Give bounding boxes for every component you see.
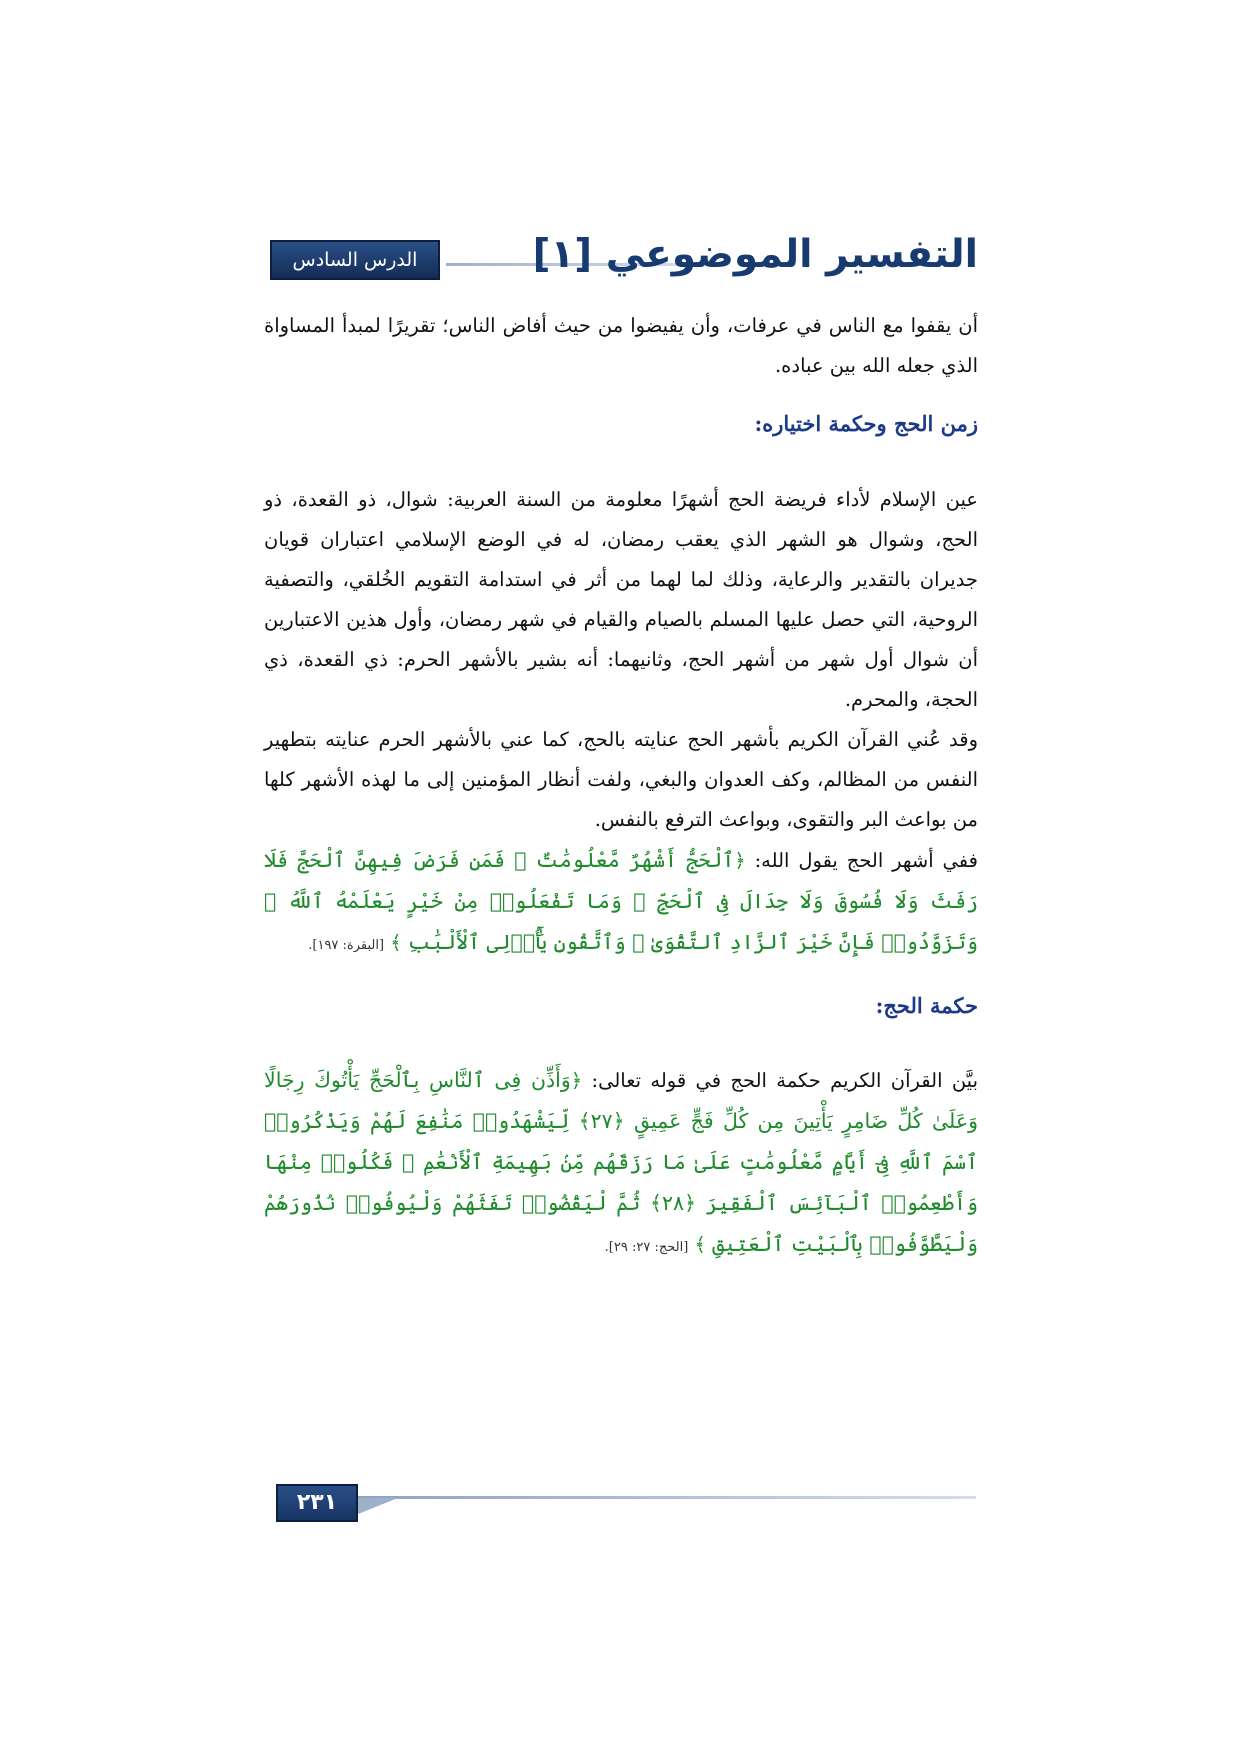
verse-lead-text: ففي أشهر الحج يقول الله: <box>754 849 978 872</box>
footer-wedge <box>358 1498 398 1514</box>
verse-block-hajj <box>264 1060 978 1268</box>
lesson-label-badge: الدرس السادس عشر <box>270 240 440 280</box>
verse-block-baqarah <box>264 840 978 966</box>
verse-reference-hajj: [الحج: ٢٧: ٢٩]. <box>604 1240 689 1255</box>
section-heading-time-of-hajj: زمن الحج وحكمة اختياره: <box>754 411 978 436</box>
paragraph-hajj-months: عين الإسلام لأداء فريضة الحج أشهرًا معلومة من السنة العربية: شوال، ذو القعدة، ذو الحج، وشوال هو الشهر الذي يعقب رمضان، له في الوضع الإسلامي اعتباران قويان جديران بالتقدير والرعاية، وذلك لما لهما من أثر في استدامة التقويم الخُلقي، والتصفية الروحية، التي حصل عليها المسلم بالصيام والقيام في شهر رمضان، وأول هذين الاعتبارين أن شوال أول شهر من أشهر الحج، وثانيهما: أنه بشير بالأشهر الحرم: ذي القعدة، ذي الحجة، والمحرم. <box>264 488 978 711</box>
series-title: التفسير الموضوعي [١] <box>532 232 978 277</box>
verse-reference-baqarah: [البقرة: ١٩٧]. <box>308 938 385 953</box>
quran-verse-baqarah: ٱلْحَجُّ أَشْهُرٌ مَّعْلُومَٰتٌ ۚ فَمَن فَرَضَ فِيهِنَّ ٱلْحَجَّ فَلَا رَفَثَ وَلَا فُسُوقَ وَلَا جِدَالَ فِى ٱلْحَجِّ ۗ وَمَا تَفْعَلُوا۟ مِنْ خَيْرٍ يَعْلَمْهُ ٱللَّهُ ۗ وَتَزَوَّدُوا۟ فَإِنَّ خَيْرَ ٱلزَّادِ ٱلتَّقْوَىٰ ۚ وَٱتَّقُونِ يَٰٓأُو۟لِى ٱلْأَلْبَٰبِ <box>264 848 978 954</box>
page-header <box>270 232 978 307</box>
intro-paragraph: أن يقفوا مع الناس في عرفات، وأن يفيضوا من حيث أفاض الناس؛ تقريرًا لمبدأ المساواة الذي جعله الله بين عباده. <box>264 314 978 377</box>
page-number: ٢٣١ <box>276 1484 358 1522</box>
verse-open-bracket: ﴿ <box>734 849 746 872</box>
paragraph-quran-care: وقد عُني القرآن الكريم بأشهر الحج عنايته بالحج، كما عني بالأشهر الحرم عنايته بتطهير النفس من المظالم، وكف العدوان والبغي، ولفت أنظار المؤمنين إلى ما لهذه الأشهر كلها من بواعث البر والتقوى، وبواعث الترفع بالنفس. <box>264 728 978 831</box>
verse-close-bracket: ﴾ <box>694 1233 706 1256</box>
page-footer <box>276 1484 976 1524</box>
verse-open-bracket: ﴿ <box>570 1069 583 1092</box>
quran-verse-hajj: وَأَذِّن فِى ٱلنَّاسِ بِٱلْحَجِّ يَأْتُوكَ رِجَالًا وَعَلَىٰ كُلِّ ضَامِرٍ يَأْتِينَ مِن كُلِّ فَجٍّ عَمِيقٍ ﴿٢٧﴾ لِّيَشْهَدُوا۟ مَنَٰفِعَ لَهُمْ وَيَذْكُرُوا۟ ٱسْمَ ٱللَّهِ فِىٓ أَيَّامٍ مَّعْلُومَٰتٍ عَلَىٰ مَا رَزَقَهُم مِّنۢ بَهِيمَةِ ٱلْأَنْعَٰمِ ۖ فَكُلُوا۟ مِنْهَا وَأَطْعِمُوا۟ ٱلْبَآئِسَ ٱلْفَقِيرَ ﴿٢٨﴾ ثُمَّ لْيَقْضُوا۟ تَفَثَهُمْ وَلْيُوفُوا۟ نُذُورَهُمْ وَلْيَطَّوَّفُوا۟ بِٱلْبَيْتِ ٱلْعَتِيقِ <box>264 1068 978 1256</box>
verse-close-bracket: ﴾ <box>390 931 402 954</box>
page-body <box>264 306 978 1268</box>
section-heading-wisdom-of-hajj: حكمة الحج: <box>875 993 978 1018</box>
footer-divider <box>358 1496 976 1499</box>
verse-lead-text: بيَّن القرآن الكريم حكمة الحج في قوله تعالى: <box>591 1069 978 1092</box>
